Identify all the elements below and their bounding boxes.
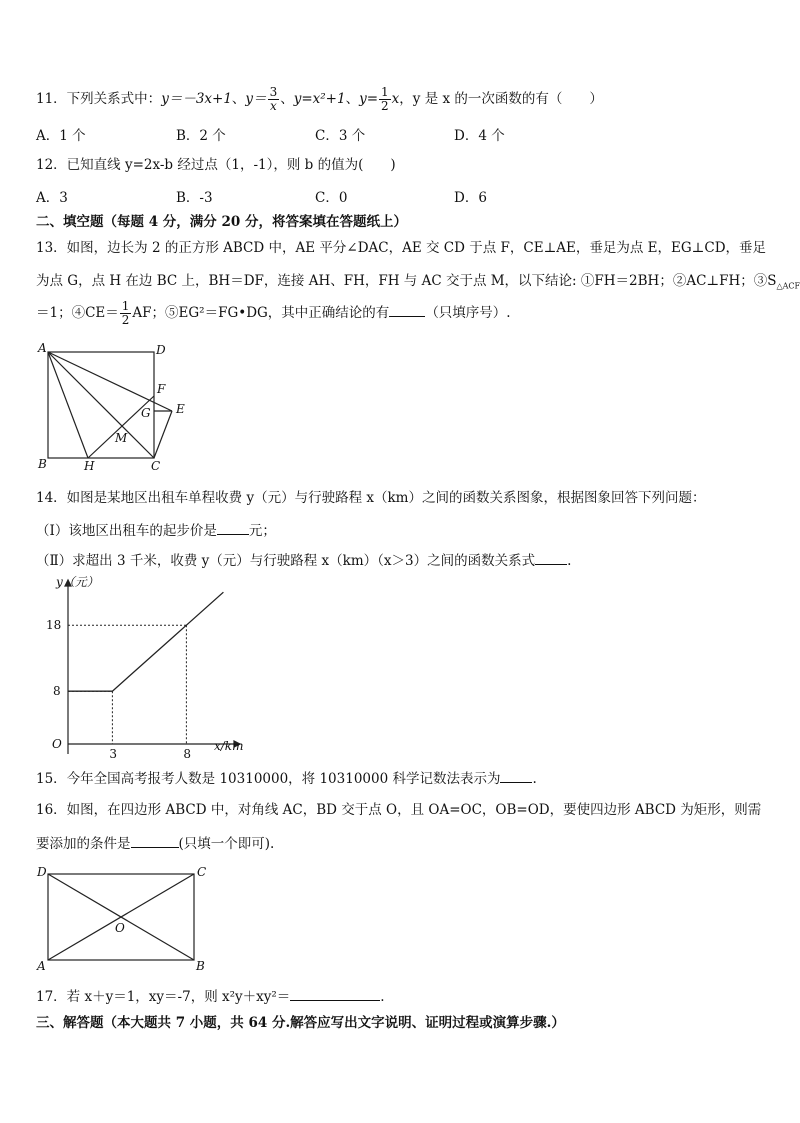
q11-option-d[interactable]: D．4 个 — [454, 128, 505, 144]
origin-label: O — [52, 737, 62, 751]
q13-answer-blank[interactable] — [389, 302, 425, 317]
x-axis-label: x/km — [214, 739, 244, 753]
q14-line-2 — [36, 520, 276, 541]
section-3-title: 三、解答题 — [36, 1015, 104, 1031]
label-d: D — [37, 865, 47, 879]
q13-line-3b: AF；⑤EG²＝FG•DG，其中正确结论的有 — [132, 305, 390, 321]
q14-line-1: 14．如图是某地区出租车单程收费 y（元）与行驶路程 x（km）之间的函数关系图象，根据图象回答下列问题： — [36, 490, 706, 506]
q16-line-2a: 要添加的条件是 — [36, 836, 131, 852]
q11-frac2-num: 1 — [381, 85, 389, 99]
q13-line-3c: （只填序号）. — [425, 305, 511, 321]
q12-option-d[interactable]: D．6 — [454, 190, 487, 206]
q11-frac1-den: x — [269, 99, 277, 113]
label-c: C — [197, 865, 207, 879]
q13-frac-den: 2 — [121, 313, 130, 327]
y-tick-label-1: 18 — [46, 618, 62, 633]
q11-expr-4-x: x — [391, 91, 400, 107]
q16-line-2b: (只填一个即可). — [178, 836, 275, 852]
q16-line-2 — [36, 833, 274, 854]
q11-expr-2: y＝ — [245, 91, 267, 107]
fare-series-line — [68, 592, 223, 691]
q11-expr-1: y＝－3x+1 — [161, 91, 232, 107]
x-tick-label-0: 3 — [109, 747, 118, 761]
question-17 — [36, 986, 385, 1007]
q11-fraction-2 — [379, 86, 391, 113]
q15-answer-blank[interactable] — [500, 768, 532, 783]
q13-square-figure — [30, 338, 200, 474]
q11-suffix: ，y 是 x 的一次函数的有（ ） — [399, 91, 603, 107]
x-tick-label-1: 8 — [183, 747, 192, 761]
q14-line-3b: . — [567, 553, 572, 569]
q13-line-3a: ＝1；④CE＝ — [36, 305, 119, 321]
label-c: C — [151, 459, 161, 473]
diagonal-ac — [48, 352, 154, 458]
q14-line-2a: （Ⅰ）该地区出租车的起步价是 — [36, 523, 217, 539]
label-d: D — [156, 343, 166, 357]
q13-line-2-text: 为点 G，点 H 在边 BC 上，BH＝DF，连接 AH、FH，FH 与 AC 交于点 M，以下结论: ①FH＝2BH；②AC⊥FH；③S — [36, 273, 777, 289]
q16-answer-blank[interactable] — [131, 833, 179, 848]
q13-frac-num: 1 — [121, 299, 130, 313]
q17-text: 17．若 x＋y＝1，xy＝-7，则 x²y＋xy²＝ — [36, 989, 291, 1005]
q13-fraction — [120, 300, 132, 327]
q11-sep: 、 — [231, 91, 246, 107]
q17-answer-blank[interactable] — [290, 986, 380, 1001]
q12-option-c[interactable]: C．0 — [315, 190, 348, 206]
q14-answer-blank-2[interactable] — [535, 550, 567, 565]
question-12: 12．已知直线 y=2x-b 经过点（1，-1），则 b 的值为( ) — [36, 157, 396, 173]
label-f: F — [157, 382, 166, 396]
q11-option-a[interactable]: A．1 个 — [36, 128, 86, 144]
q12-option-b[interactable]: B．-3 — [176, 190, 213, 206]
q15-end: . — [532, 771, 537, 787]
q11-frac2-den: 2 — [381, 99, 389, 113]
q14-answer-blank-1[interactable] — [217, 520, 249, 535]
y-axis-label: y（元） — [56, 575, 99, 589]
q13-line-2 — [36, 271, 800, 297]
fare-chart — [30, 572, 260, 761]
q16-rectangle-figure — [32, 862, 212, 974]
section-2-heading: 二、填空题（每题 4 分，满分 20 分，将答案填在答题纸上） — [36, 214, 407, 230]
q13-line-3 — [36, 300, 511, 327]
q11-expr-4: y= — [359, 91, 379, 107]
q17-end: . — [380, 989, 385, 1005]
section-3-heading — [36, 1013, 565, 1033]
q13-line-1: 13．如图，边长为 2 的正方形 ABCD 中，AE 平分∠DAC，AE 交 CD 于点 F，CE⊥AE，垂足为点 E，EG⊥CD，垂足 — [36, 240, 767, 256]
q14-line-3a: （Ⅱ）求超出 3 千米，收费 y（元）与行驶路程 x（km）（x＞3）之间的函数关系式 — [36, 553, 536, 569]
label-a: A — [37, 959, 46, 973]
q13-subscript: △ACF — [776, 281, 800, 291]
q12-option-a[interactable]: A．3 — [36, 190, 68, 206]
label-e: E — [176, 402, 185, 416]
label-h: H — [84, 459, 95, 473]
label-o: O — [115, 921, 125, 935]
fare-chart-marks — [46, 592, 223, 761]
label-b: B — [38, 457, 47, 471]
question-15 — [36, 768, 537, 789]
section-3-note: （本大题共 7 小题，共 64 分.解答应写出文字说明、证明过程或演算步骤.） — [103, 1015, 565, 1031]
label-a: A — [38, 341, 47, 355]
label-g: G — [141, 406, 151, 420]
segment-ce — [154, 411, 172, 458]
q11-frac1-num: 3 — [269, 85, 278, 99]
q11-prefix: 11．下列关系式中： — [36, 91, 162, 107]
y-tick-label-0: 8 — [53, 684, 61, 699]
q14-line-2b: 元； — [248, 523, 276, 539]
label-b: B — [196, 959, 205, 973]
q11-option-c[interactable]: C．3 个 — [315, 128, 366, 144]
q11-sep: 、 — [280, 91, 294, 107]
q11-expr-3: y=x²+1 — [293, 91, 346, 107]
q11-fraction-1 — [268, 86, 280, 113]
question-11 — [36, 86, 603, 113]
q16-line-1: 16．如图，在四边形 ABCD 中，对角线 AC，BD 交于点 O，且 OA=OC，OB=OD，要使四边形 ABCD 为矩形，则需 — [36, 802, 762, 818]
q11-sep: 、 — [345, 91, 360, 107]
q11-option-b[interactable]: B．2 个 — [176, 128, 226, 144]
q15-text: 15．今年全国高考报考人数是 10310000，将 10310000 科学记数法表示为 — [36, 771, 501, 787]
label-m: M — [115, 431, 128, 445]
q14-line-3 — [36, 550, 571, 571]
